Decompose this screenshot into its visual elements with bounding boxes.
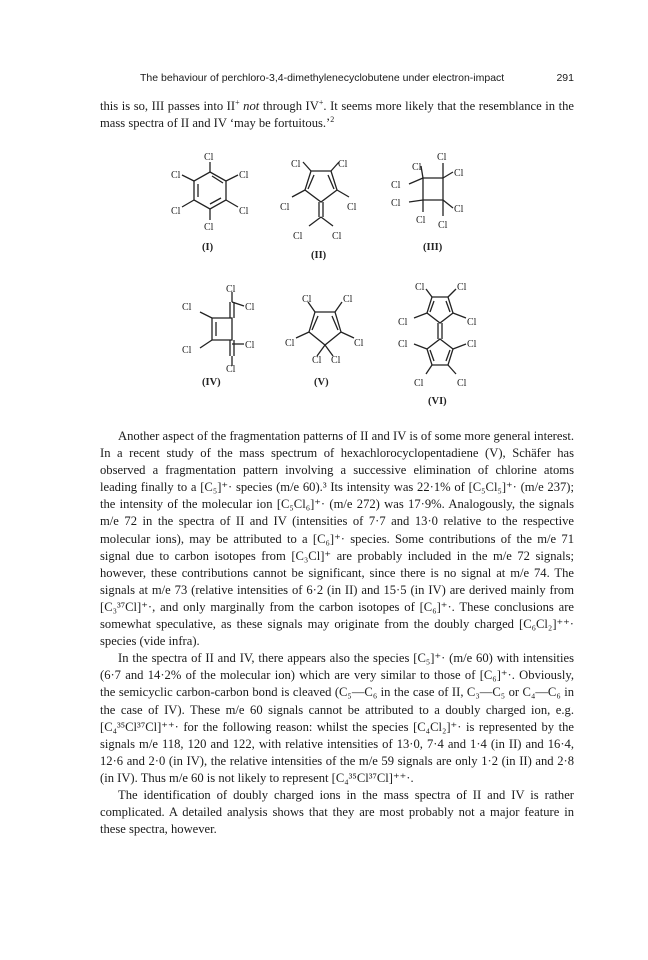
running-title: The behaviour of perchloro-3,4-dimethylenecyclobutene under electron-impact — [140, 72, 505, 84]
atom-label: Cl — [204, 152, 214, 163]
atom-label: Cl — [245, 340, 255, 351]
intro-text-3: . It seems more likely that the resemblance in the mass spectra of II and IV ‘may be fortuitous.’ — [100, 99, 574, 130]
intro-not-word: not — [243, 99, 260, 113]
atom-label: Cl — [457, 282, 467, 293]
paragraph-fragmentation: Another aspect of the fragmentation patterns of II and IV is of some more general interest. In a recent study of the mass spectrum of hexachlorocyclopentadiene (V), Schäfer has observed a fragmentation pattern involving a successive elimination of chlorine atoms leading finally to a [C₅]⁺· species (m/e 60).³ Its intensity was 22·1% of [C₅Cl₅]⁺· (m/e 237); the intensity of the molecular ion [C₅Cl₆]⁺· (m/e 272) was 17·9%. Analogously, the signals m/e 72 in the spectra of II and IV (intensities of 7·7 and 13·0 relative to the respective molecular ions), may be attributed to a [C₆]⁺· species. Some contributions of the m/e 71 signal due to carbon isotopes from [C₃Cl]⁺ are probably included in the m/e 72 signals; however, these contributions cannot be significant, since there is no signal at m/e 74. The signals at m/e 73 (relative intensities of 6·2 (in II) and 15·5 (in IV) are derived mainly from [C₃³⁷Cl]⁺·, and only marginally from the carbon isotopes of [C₆]⁺·. These conclusions are somewhat speculative, as these signals may originate from the doubly charged [C₆Cl₂]⁺⁺· species (vide infra). — [100, 429, 574, 649]
structure-IV — [182, 284, 255, 388]
atom-label: Cl — [171, 170, 181, 181]
atom-label: Cl — [302, 294, 312, 305]
atom-label: Cl — [182, 302, 192, 313]
atom-label: Cl — [343, 294, 353, 305]
atom-label: Cl — [312, 355, 322, 366]
intro-text-2: through IV — [259, 99, 319, 113]
compound-label-VI: (VI) — [428, 396, 447, 407]
structure-V — [285, 294, 364, 388]
atom-label: Cl — [182, 345, 192, 356]
structure-II — [280, 159, 357, 261]
atom-label: Cl — [467, 317, 477, 328]
paragraph-doubly-charged: The identification of doubly charged ions in the mass spectra of II and IV is rather complicated. A detailed analysis shows that they are most probably not a major feature in these spectra, however. — [100, 787, 574, 837]
atom-label: Cl — [454, 168, 464, 179]
atom-label: Cl — [293, 231, 303, 242]
atom-label: Cl — [332, 231, 342, 242]
atom-label: Cl — [412, 162, 422, 173]
page-number: 291 — [556, 72, 574, 84]
atom-label: Cl — [331, 355, 341, 366]
atom-label: Cl — [437, 152, 447, 163]
atom-label: Cl — [239, 170, 249, 181]
intro-reference: 2 — [330, 114, 335, 124]
atom-label: Cl — [204, 222, 214, 233]
atom-label: Cl — [414, 378, 424, 389]
compound-label-I: (I) — [202, 242, 214, 253]
intro-text-1: this is so, III passes into II — [100, 99, 236, 113]
structure-I — [171, 152, 249, 253]
structure-III — [391, 152, 464, 253]
atom-label: Cl — [239, 206, 249, 217]
atom-label: Cl — [285, 338, 295, 349]
atom-label: Cl — [416, 215, 426, 226]
atom-label: Cl — [226, 284, 236, 295]
intro-paragraph: this is so, III passes into II+ not through IV+. It seems more likely that the resemblance in the mass spectra of II and IV ‘may be fortuitous.’$^2$ — [100, 97, 574, 130]
atom-label: Cl — [391, 198, 401, 209]
atom-label: Cl — [280, 202, 290, 213]
atom-label: Cl — [338, 159, 348, 170]
atom-label: Cl — [391, 180, 401, 191]
atom-label: Cl — [354, 338, 364, 349]
atom-label: Cl — [457, 378, 467, 389]
atom-label: Cl — [171, 206, 181, 217]
atom-label: Cl — [438, 220, 448, 231]
atom-label: Cl — [454, 204, 464, 215]
atom-label: Cl — [347, 202, 357, 213]
atom-label: Cl — [415, 282, 425, 293]
compound-label-V: (V) — [314, 377, 329, 388]
atom-label: Cl — [467, 339, 477, 350]
compound-label-II: (II) — [311, 250, 327, 261]
atom-label: Cl — [398, 339, 408, 350]
atom-label: Cl — [245, 302, 255, 313]
compound-label-III: (III) — [423, 242, 443, 253]
paragraph-c5-species: In the spectra of II and IV, there appears also the species [C₅]⁺· (m/e 60) with intensities (6·7 and 14·2% of the molecular ion) which are very similar to those of [C₆]⁺·. Obviously, the semicyclic carbon-carbon bond is cleaved (C₅—C₆ in the case of II, C₃—C₅ or C₄—C₆ in the case of IV). These m/e 60 signals cannot be attributed to a doubly charged ion, e.g. [C₄³⁵Cl³⁷Cl]⁺⁺· for the following reason: whilst the species [C₄Cl₂]⁺· is represented by the signals m/e 118, 120 and 122, with relative intensities of 13·0, 7·4 and 1·4 (in II) and 16·4, 12·6 and 2·0 (in IV), the relative intensities of the m/e 59 signals are only 1·2 (in II) and 2·8 (in IV). Thus m/e 60 is not likely to represent [C₄³⁵Cl³⁷Cl]⁺⁺·. — [100, 651, 574, 785]
atom-label: Cl — [291, 159, 301, 170]
running-header — [100, 72, 574, 90]
structure-scheme — [0, 140, 648, 430]
structure-VI — [398, 282, 477, 407]
body-text — [100, 428, 574, 838]
compound-label-IV: (IV) — [202, 377, 221, 388]
atom-label: Cl — [226, 364, 236, 375]
atom-label: Cl — [398, 317, 408, 328]
